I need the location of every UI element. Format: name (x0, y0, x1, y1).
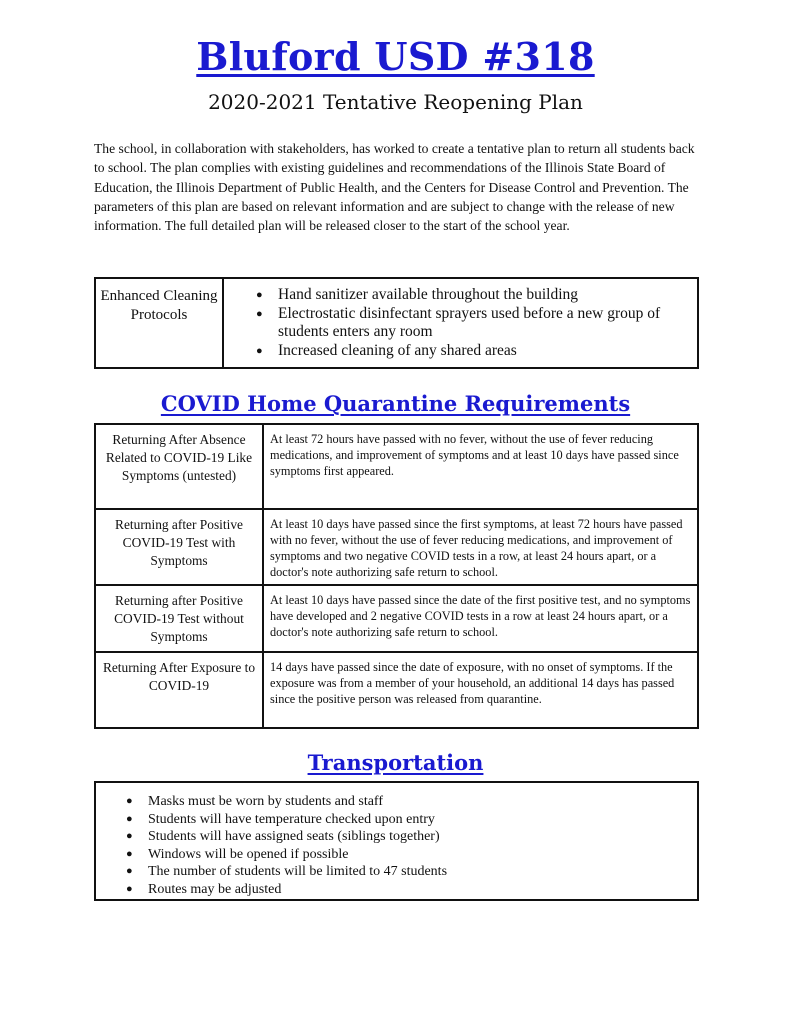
cleaning-item: ● Hand sanitizer available throughout the building (252, 286, 687, 305)
document-subtitle: 2020-2021 Tentative Reopening Plan (208, 90, 583, 114)
quarantine-heading: COVID Home Quarantine Requirements (160, 391, 631, 416)
cleaning-list (252, 286, 687, 360)
quarantine-requirement: At least 10 days have passed since the first symptoms, at least 72 hours have passed with no fever, without the use of fever reducing medications, and improvement of symptoms and two negative COVID tests in a row, at least 24 hours apart, or a doctor's note authorizing safe return to school. (263, 509, 698, 585)
transportation-list (96, 783, 697, 899)
table-row (95, 509, 698, 585)
cleaning-protocols-table (94, 277, 699, 369)
transportation-item: ● Masks must be worn by students and staff (122, 793, 697, 811)
transportation-box (94, 781, 699, 901)
quarantine-requirement: At least 10 days have passed since the date of the first positive test, and no symptoms have developed and 2 negative COVID tests in a row at least 24 hours apart, or a doctor's note authorizing safe return to school. (263, 585, 698, 652)
transportation-item: ● Students will have temperature checked upon entry (122, 811, 697, 829)
transportation-item: ● Windows will be opened if possible (122, 846, 697, 864)
cleaning-label: Enhanced Cleaning Protocols (95, 278, 223, 368)
quarantine-requirement: At least 72 hours have passed with no fever, without the use of fever reducing medications, and improvement of symptoms and at least 10 days have passed since symptoms first appeared. (263, 424, 698, 509)
table-row (95, 652, 698, 728)
cleaning-item: ● Electrostatic disinfectant sprayers used before a new group of students enters any room (252, 305, 687, 342)
transportation-item: ● Routes may be adjusted (122, 881, 697, 899)
document-title: Bluford USD #318 (196, 34, 595, 79)
quarantine-table (94, 423, 699, 729)
table-row (95, 585, 698, 652)
cleaning-items-cell (223, 278, 698, 368)
transportation-item: ● Students will have assigned seats (siblings together) (122, 828, 697, 846)
quarantine-condition: Returning After Exposure to COVID-19 (95, 652, 263, 728)
transportation-heading: Transportation (307, 750, 484, 775)
table-row (95, 424, 698, 509)
quarantine-condition: Returning after Positive COVID-19 Test with Symptoms (95, 509, 263, 585)
quarantine-condition: Returning After Absence Related to COVID-19 Like Symptoms (untested) (95, 424, 263, 509)
cleaning-item: ● Increased cleaning of any shared areas (252, 342, 687, 361)
quarantine-requirement: 14 days have passed since the date of exposure, with no onset of symptoms. If the exposure was from a member of your household, an additional 14 days has passed since the positive person was released from quarantine. (263, 652, 698, 728)
quarantine-condition: Returning after Positive COVID-19 Test without Symptoms (95, 585, 263, 652)
transportation-item: ● The number of students will be limited to 47 students (122, 863, 697, 881)
intro-paragraph: The school, in collaboration with stakeholders, has worked to create a tentative plan to return all students back to school. The plan complies with existing guidelines and recommendations of the Illinois State Board of Education, the Illinois Department of Public Health, and the Centers for Disease Control and Prevention. The parameters of this plan are based on relevant information and are subject to change with the release of new information. The full detailed plan will be released closer to the start of the school year. (94, 141, 695, 234)
